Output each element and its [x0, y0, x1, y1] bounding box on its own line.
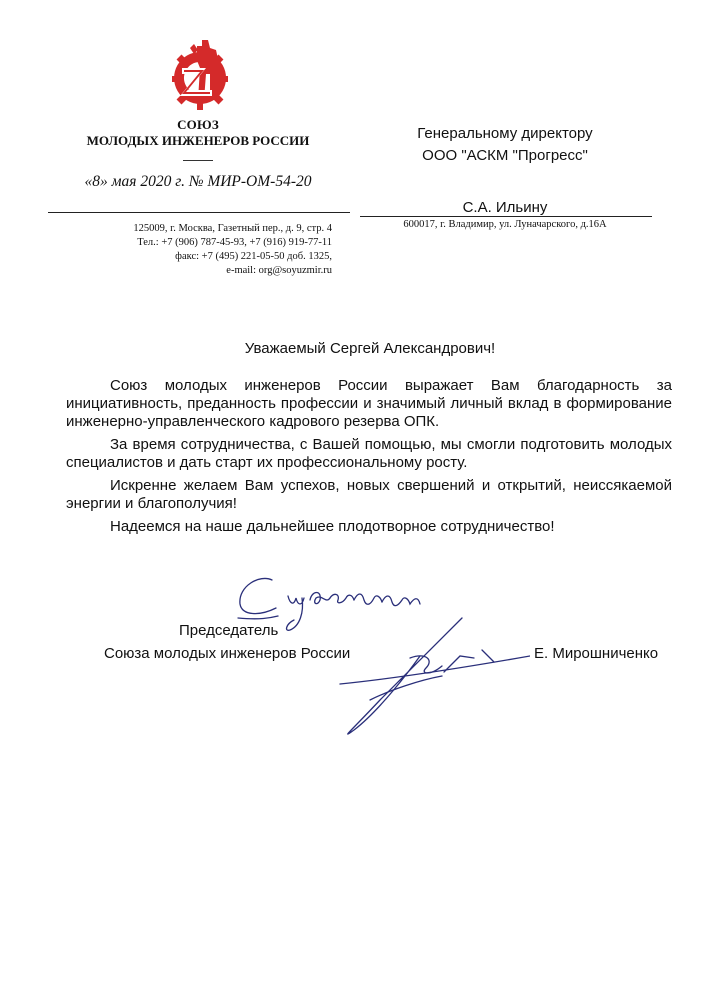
contact-phone: Тел.: +7 (906) 787-45-93, +7 (916) 919-77-11	[137, 237, 332, 248]
org-divider	[183, 160, 213, 161]
organization-logo	[160, 38, 240, 116]
recipient-address: 600017, г. Владимир, ул. Луначарского, д.16А	[403, 219, 607, 230]
letter-greeting: Уважаемый Сергей Александрович!	[244, 340, 496, 357]
recipient-company: ООО "АСКМ "Прогресс"	[422, 147, 588, 164]
signatory-organization: Союза молодых инженеров России	[104, 645, 351, 662]
contact-address: 125009, г. Москва, Газетный пер., д. 9, стр. 4	[133, 223, 332, 234]
org-name-line1: СОЮЗ	[177, 117, 219, 132]
document-reference: «8» мая 2020 г. № МИР-ОМ-54-20	[84, 173, 312, 190]
letter-paragraph: Надеемся на наше дальнейшее плодотворное сотрудничество!	[110, 518, 555, 535]
signatory-name: Е. Мирошниченко	[534, 645, 659, 662]
contact-fax: факс: +7 (495) 221-05-50 доб. 1325,	[175, 251, 332, 262]
handwritten-signature	[230, 560, 530, 750]
header-rule-right	[360, 216, 652, 217]
contact-email: e-mail: org@soyuzmir.ru	[226, 265, 332, 276]
letter-paragraph: Союз молодых инженеров России выражает Вам благодарность за инициативность, преданность профессии и значимый личный вклад в формирование инженерно-управленческого кадрового резерва ОПК.	[66, 377, 672, 430]
header-rule-left	[48, 212, 350, 213]
letter-paragraph: Искренне желаем Вам успехов, новых свершений и открытий, неиссякаемой энергии и благополучия!	[66, 477, 672, 512]
signatory-title: Председатель	[179, 622, 279, 639]
recipient-position: Генеральному директору	[417, 125, 593, 142]
recipient-name: С.А. Ильину	[462, 199, 548, 216]
org-name-line2: МОЛОДЫХ ИНЖЕНЕРОВ РОССИИ	[86, 133, 310, 148]
letter-paragraph: За время сотрудничества, с Вашей помощью, мы смогли подготовить молодых специалистов и дать старт их профессиональному росту.	[66, 436, 672, 471]
